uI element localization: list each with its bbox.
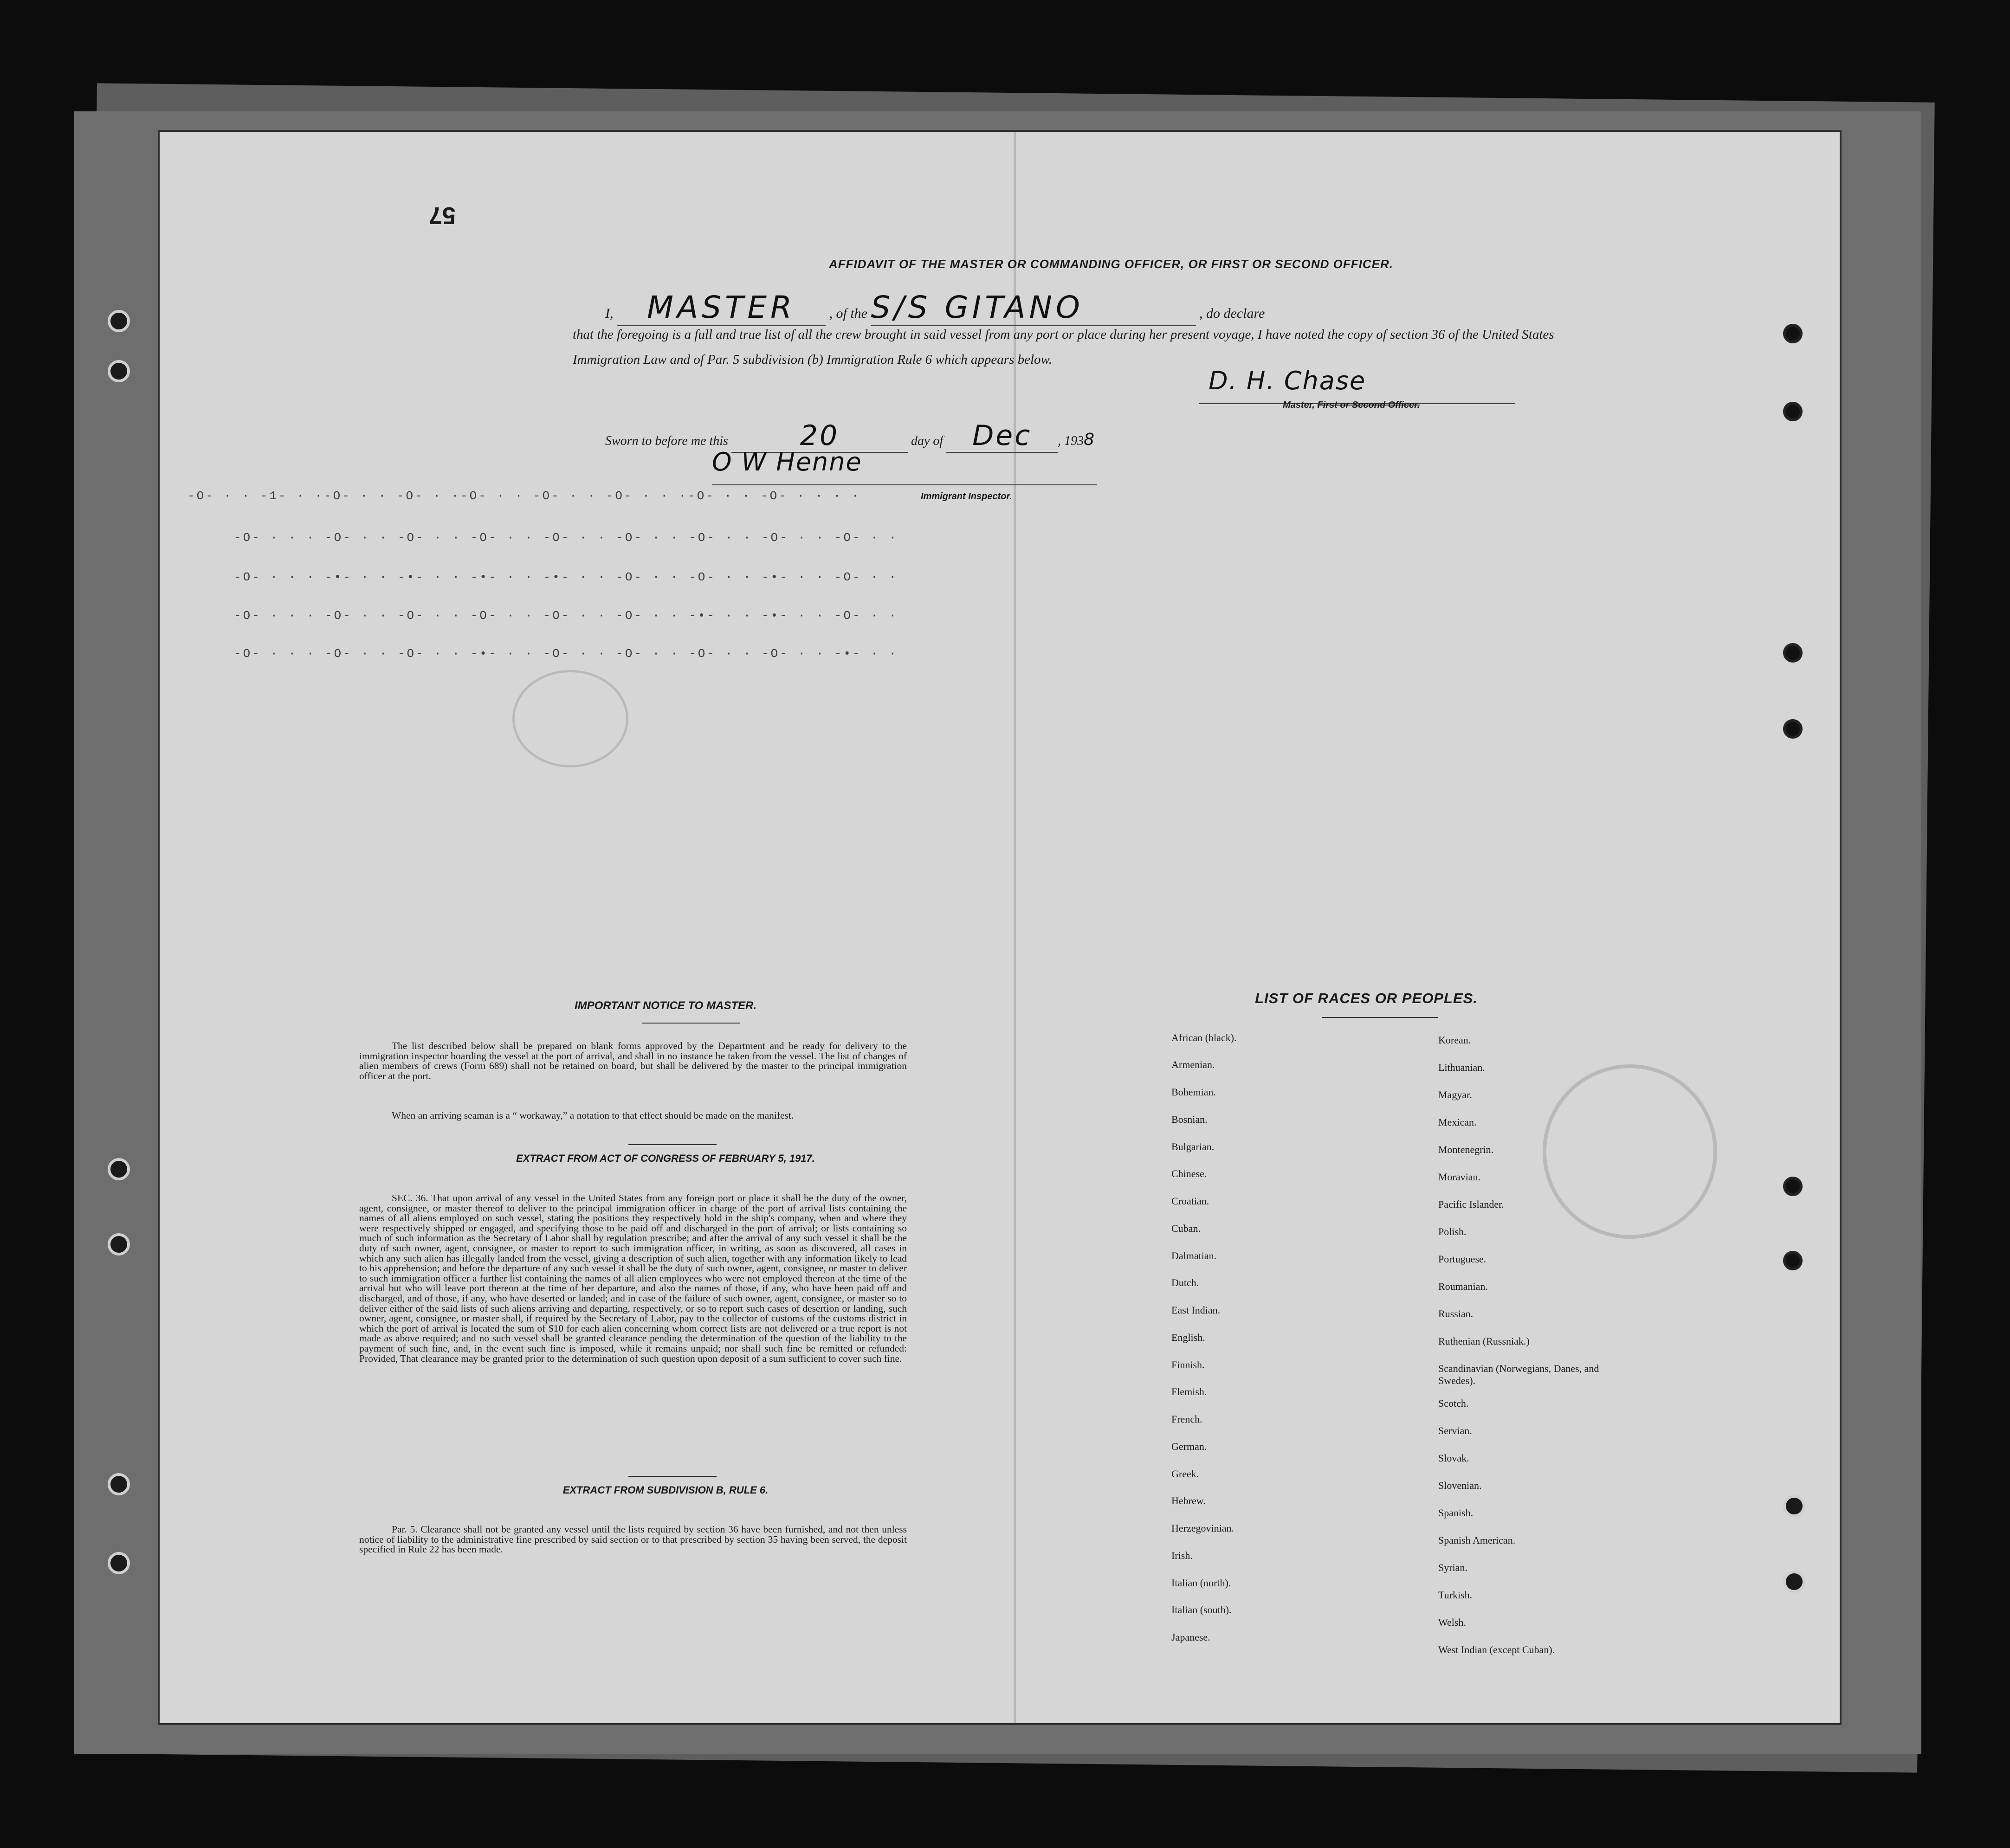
year-suffix: 8 <box>1084 430 1095 449</box>
text-i: I, <box>605 306 614 321</box>
race-item: African (black). <box>1171 1032 1237 1043</box>
race-item: Hebrew. <box>1171 1495 1206 1507</box>
document-page <box>158 130 1842 1725</box>
race-item: Servian. <box>1438 1425 1472 1436</box>
master-label <box>1283 400 1420 411</box>
extract-2-title: EXTRACT FROM SUBDIVISION B, RULE 6. <box>562 1484 769 1496</box>
divider <box>628 1144 717 1145</box>
race-item: Bulgarian. <box>1171 1141 1215 1153</box>
binder-hole <box>1783 324 1803 343</box>
master-signature: D. H. Chase <box>1209 366 1366 395</box>
bleed-through-row: -O- · · · -O- · · -O- · · -O- · · -O- · · -O- · · -•- · · -•- · · -O- · · <box>234 609 898 623</box>
divider <box>628 1476 717 1477</box>
race-item: Montenegrin. <box>1438 1144 1494 1155</box>
par-5-text: Par. 5. Clearance shall not be granted any vessel until the lists required by section 36 have been furnished, and not then unless notice of liability to the administrative fine prescribed by said section or to that prescribed by section 35 having been served, the deposit specified in Rule 22 has been made. <box>359 1524 907 1555</box>
binder-hole <box>108 1158 130 1180</box>
bleed-through-row: -O- · · · -•- · · -•- · · -•- · · -•- · · -O- · · -O- · · -•- · · -O- · · <box>234 570 898 584</box>
race-item: English. <box>1171 1332 1205 1343</box>
faint-stamp <box>512 670 628 767</box>
bleed-through-row: -O- · · · -O- · · -O- · · -•- · · -O- · · -O- · · -O- · · -O- · · -•- · · <box>234 647 898 661</box>
notice-paragraph-1: The list described below shall be prepared on blank forms approved by the Department and be ready for delivery to the immigration inspector boarding the vessel at the port of arrival, and shall in no instance be taken from the vessel. The list of changes of alien members of crews (Form 689) shall not be retained on board, but shall be delivered by the master to the principal immigration officer at the port. <box>359 1040 907 1082</box>
race-item: Mexican. <box>1438 1116 1477 1128</box>
section-36-text: SEC. 36. That upon arrival of any vessel in the United States from any foreign port or place it shall be the duty of the owner, agent, consignee, or master thereof to deliver to the principal immigration officer in charge of the port of arrival lists containing the names of all aliens employed on such vessel, stating the positions they respectively hold in the ship's company, when and where they were respectively shipped or engaged, and specifying those to be paid off and discharged in the port of arrival; or lists containing so much of such information as the Secretary of Labor shall by regulation prescribe; and after the arrival of any such vessel it shall be the duty of such owner, agent, consignee, or master to report to such immigration officer, in writing, as soon as discovered, all cases in which any such alien has illegally landed from the vessel, giving a description of such alien, together with any information likely to lead to his apprehension; and before the departure of any such vessel it shall be the duty of such owner, agent, consignee, or master to deliver to such immigration officer a further list containing the names of all alien employees who were not employed thereon at the time of the arrival but who will leave port thereon at the time of her departure, and also the names of those, if any, who have been paid off and discharged, and of those, if any, who have deserted or landed; and in case of the failure of such owner, agent, consignee, or master so to deliver either of the said lists of such aliens arriving and departing, respectively, or so to report such cases of desertion or landing, such owner, agent, consignee, or master shall, if required by the Secretary of Labor, pay to the collector of customs of the customs district in which the port of arrival is located the sum of $10 for each alien concerning whom correct lists are not delivered or a true report is not made as above required; and no such vessel shall be granted clearance pending the determination of the question of the liability to the payment of such fine, and, in the event such fine is imposed, while it remains unpaid; nor shall such fine be remitted or refunded: Provided, That clearance may be granted prior to the determination of such question upon deposit of a sum sufficient to cover such fine. <box>359 1192 907 1364</box>
race-item: Scandinavian (Norwegians, Danes, and Swedes). <box>1438 1363 1599 1386</box>
notice-paragraph-2: When an arriving seaman is a “ workaway,” a notation to that effect should be made on the manifest. <box>392 1110 794 1121</box>
official-seal <box>1543 1064 1717 1239</box>
race-item: West Indian (except Cuban). <box>1438 1644 1555 1655</box>
inspector-label: Immigrant Inspector. <box>921 491 1012 502</box>
binder-hole <box>108 1552 130 1574</box>
race-item: Dutch. <box>1171 1277 1199 1288</box>
page-number: 57 <box>429 202 456 229</box>
race-item: Moravian. <box>1438 1171 1481 1183</box>
vessel-handwritten: S/S GITANO <box>871 290 1084 325</box>
race-item: Korean. <box>1438 1034 1471 1046</box>
race-item: Polish. <box>1438 1226 1467 1237</box>
race-item: Spanish American. <box>1438 1534 1516 1546</box>
race-item: Magyar. <box>1438 1089 1472 1101</box>
binder-hole <box>1783 402 1803 421</box>
binder-hole <box>1783 719 1803 739</box>
race-item: Bohemian. <box>1171 1086 1216 1098</box>
race-item: Croatian. <box>1171 1195 1209 1207</box>
master-signature-line <box>1199 366 1515 404</box>
race-item: East Indian. <box>1171 1304 1221 1316</box>
sworn-month: Dec <box>972 419 1032 452</box>
race-item: Chinese. <box>1171 1168 1207 1179</box>
race-item: Lithuanian. <box>1438 1062 1485 1073</box>
race-item: Greek. <box>1171 1468 1199 1480</box>
binder-hole <box>1783 1495 1805 1517</box>
race-item: Japanese. <box>1171 1631 1210 1643</box>
inspector-signature-line <box>712 447 1097 485</box>
affidavit-statement: that the foregoing is a full and true list of all the crew brought in said vessel from any port or place during her present voyage, I have noted the copy of section 36 of the United States Immigration Law and of Par. 5 subdivision (b) Immigration Rule 6 which appears below. <box>573 327 1554 367</box>
race-item: Italian (north). <box>1171 1577 1231 1589</box>
race-item: Slovak. <box>1438 1452 1469 1464</box>
bleed-through-row: -O- · · · -O- · · -O- · · -O- · · -O- · · -O- · · -O- · · -O- · · -O- · · <box>234 531 898 545</box>
position-field <box>617 290 826 326</box>
year-prefix: , 193 <box>1058 434 1084 448</box>
race-item: Italian (south). <box>1171 1604 1232 1616</box>
binder-hole <box>1783 643 1803 663</box>
text-of-the: , of the <box>829 306 867 321</box>
sworn-prefix: Sworn to before me this <box>605 434 728 448</box>
race-item: Flemish. <box>1171 1386 1207 1397</box>
bleed-through-row: -O- · · -1- · ·-O- · · -O- · ·-O- · · -O- · · -O- · · ·-O- · · -O- · · · · <box>187 489 861 503</box>
race-item: Slovenian. <box>1438 1480 1482 1491</box>
position-handwritten: MASTER <box>647 290 795 325</box>
master-label-active: Master, <box>1283 400 1315 410</box>
day-of-text: day of <box>911 434 944 448</box>
binder-hole <box>108 360 130 382</box>
sworn-day: 20 <box>800 419 840 452</box>
races-title: LIST OF RACES OR PEOPLES. <box>1255 990 1478 1006</box>
race-item: Armenian. <box>1171 1059 1215 1070</box>
race-item: Herzegovinian. <box>1171 1522 1234 1534</box>
race-item: Dalmatian. <box>1171 1250 1217 1262</box>
race-item: Turkish. <box>1438 1589 1473 1601</box>
master-label-struck: First or Second Officer. <box>1317 400 1420 410</box>
race-item: Russian. <box>1438 1308 1474 1320</box>
race-item: Pacific Islander. <box>1438 1198 1504 1210</box>
binder-hole <box>108 310 130 332</box>
binder-hole <box>1783 1571 1805 1593</box>
notice-title: IMPORTANT NOTICE TO MASTER. <box>574 999 756 1012</box>
binder-hole <box>108 1233 130 1256</box>
vessel-field <box>871 290 1196 326</box>
divider <box>1322 1017 1438 1018</box>
binder-hole <box>108 1473 130 1495</box>
race-item: Portuguese. <box>1438 1253 1486 1265</box>
divider <box>642 1023 740 1024</box>
binder-hole <box>1783 1177 1803 1196</box>
race-item: Bosnian. <box>1171 1114 1208 1125</box>
race-item: Finnish. <box>1171 1359 1205 1371</box>
race-item: Ruthenian (Russniak.) <box>1438 1335 1530 1347</box>
race-item: Spanish. <box>1438 1507 1474 1519</box>
extract-1-title: EXTRACT FROM ACT OF CONGRESS OF FEBRUARY 5, 1917. <box>516 1153 815 1164</box>
race-item: Scotch. <box>1438 1397 1469 1409</box>
inspector-signature: O W Henne <box>712 447 862 476</box>
affidavit-declaration-line <box>605 290 1265 326</box>
race-item: Roumanian. <box>1438 1281 1488 1292</box>
race-item: German. <box>1171 1441 1207 1452</box>
affidavit-title: AFFIDAVIT OF THE MASTER OR COMMANDING OFFICER, OR FIRST OR SECOND OFFICER. <box>828 257 1394 271</box>
text-do-declare: , do declare <box>1199 306 1265 321</box>
race-item: Syrian. <box>1438 1562 1467 1573</box>
race-item: Irish. <box>1171 1550 1193 1561</box>
race-item: Welsh. <box>1438 1616 1466 1628</box>
binder-hole <box>1783 1251 1803 1270</box>
race-item: French. <box>1171 1413 1202 1425</box>
race-item: Cuban. <box>1171 1223 1201 1234</box>
